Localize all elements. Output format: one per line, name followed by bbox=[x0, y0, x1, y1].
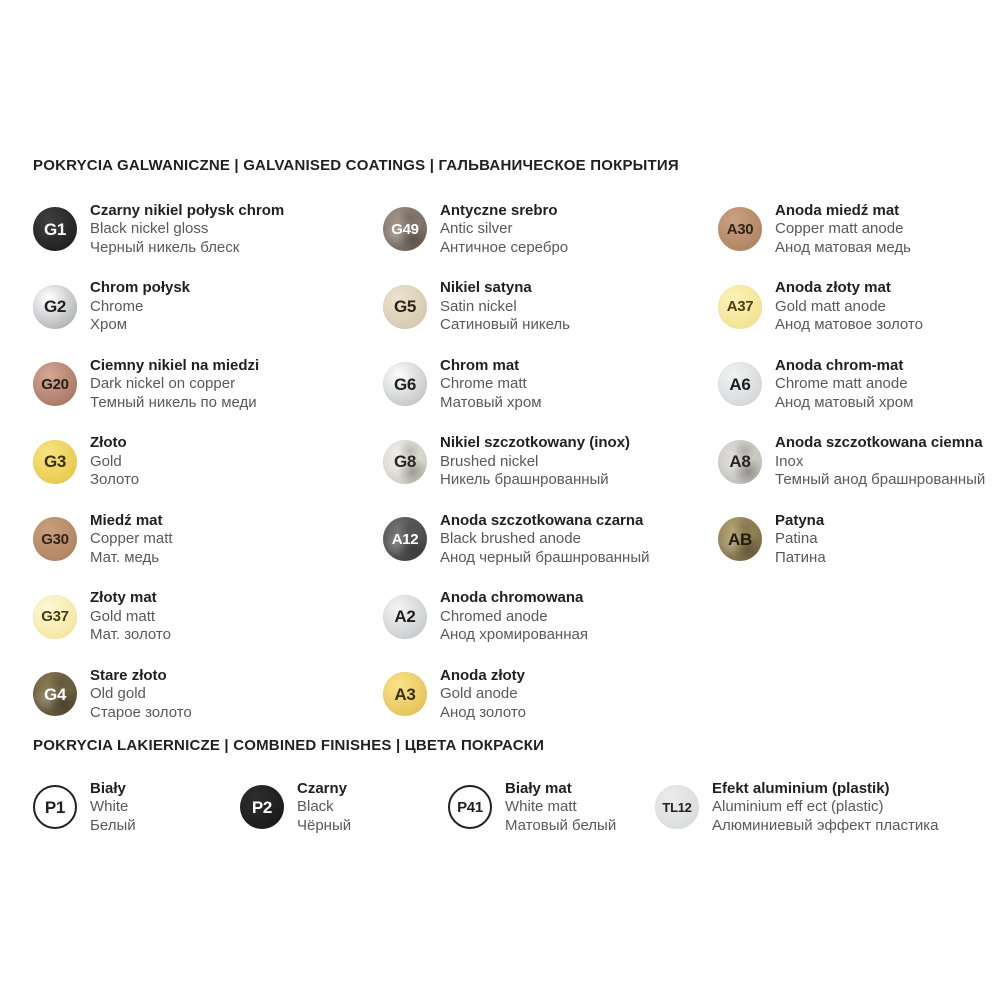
swatch-name-pl: Złoto bbox=[90, 434, 127, 451]
swatch-name-ru: Золото bbox=[90, 471, 140, 489]
swatch-name-en: Inox bbox=[775, 452, 804, 470]
swatch-text bbox=[440, 511, 649, 567]
swatch-code-label: AB bbox=[728, 529, 752, 549]
swatch-name-en: Gold matt bbox=[90, 607, 156, 625]
swatch-text bbox=[775, 356, 913, 412]
swatch-text bbox=[775, 434, 985, 490]
swatch-name-ru: Белый bbox=[90, 816, 136, 834]
swatch-name-pl: Efekt aluminium (plastik) bbox=[712, 779, 890, 797]
combined-finishes-row bbox=[0, 779, 1000, 869]
swatch-name-ru: Старое золото bbox=[90, 703, 192, 721]
swatch-name-pl: Anoda złoty bbox=[440, 666, 525, 684]
swatch-name-ru: Матовый белый bbox=[505, 816, 617, 834]
swatch-name-en: Aluminium eff ect (plastic) bbox=[712, 798, 884, 816]
swatch-name-ru: Хром bbox=[90, 316, 128, 334]
swatch-name-pl: Złoty mat bbox=[90, 589, 157, 606]
swatch-code-label: G37 bbox=[41, 608, 69, 625]
swatch-name-en: Antic silver bbox=[440, 220, 513, 238]
swatch-name-ru: Черный никель блеск bbox=[90, 238, 240, 256]
swatch-name-ru: Анод матовый хром bbox=[775, 393, 914, 411]
swatch-circle-a37 bbox=[718, 285, 762, 329]
swatch-code-label: TL12 bbox=[662, 799, 692, 815]
swatch-circle-g8 bbox=[383, 440, 427, 484]
swatch-circle-tl12 bbox=[655, 785, 699, 829]
swatch-item-g4 bbox=[33, 666, 284, 744]
swatch-item-a12 bbox=[383, 511, 649, 589]
swatch-text bbox=[90, 589, 171, 645]
swatch-text bbox=[90, 201, 284, 257]
swatch-name-ru: Патина bbox=[775, 548, 826, 566]
swatch-circle-ab bbox=[718, 517, 762, 561]
swatch-item-a2 bbox=[383, 589, 649, 667]
swatch-item-g30 bbox=[33, 511, 284, 589]
swatch-name-pl: Patyna bbox=[775, 511, 825, 529]
swatch-code-label: G3 bbox=[43, 452, 67, 471]
swatch-text bbox=[440, 279, 570, 335]
swatch-text bbox=[775, 279, 923, 335]
swatch-name-pl: Czarny bbox=[297, 779, 348, 797]
swatch-item-a6 bbox=[718, 356, 985, 434]
swatch-text bbox=[90, 356, 259, 412]
swatch-circle-g2 bbox=[33, 285, 77, 329]
swatch-circle-g3 bbox=[33, 440, 77, 484]
swatch-name-ru: Сатиновый никель bbox=[440, 316, 570, 334]
swatch-name-en: Black bbox=[297, 798, 334, 816]
swatch-code-label: P1 bbox=[44, 797, 66, 817]
swatch-name-ru: Мат. медь bbox=[90, 548, 160, 566]
swatch-item-p2 bbox=[240, 779, 351, 857]
swatch-name-ru: Анод золото bbox=[440, 703, 526, 721]
swatch-code-label: A2 bbox=[394, 607, 416, 626]
swatch-text bbox=[440, 434, 630, 490]
swatch-name-ru: Никель брашнрованный bbox=[440, 471, 609, 489]
swatch-text bbox=[297, 779, 351, 835]
swatch-text bbox=[775, 511, 826, 567]
swatch-name-en: Chrome bbox=[90, 297, 144, 315]
swatch-text bbox=[90, 779, 136, 835]
swatch-item-g3 bbox=[33, 434, 284, 512]
swatch-code-label: A8 bbox=[729, 452, 751, 471]
swatch-name-en: Chromed anode bbox=[440, 607, 548, 625]
swatch-name-ru: Темный никель по меди bbox=[90, 393, 257, 411]
swatch-text bbox=[712, 779, 938, 835]
swatch-name-pl: Chrom mat bbox=[440, 356, 520, 374]
swatch-name-en: Black brushed anode bbox=[440, 530, 581, 548]
swatch-item-g2 bbox=[33, 279, 284, 357]
swatch-name-ru: Темный анод брашнрованный bbox=[775, 471, 986, 489]
swatch-text bbox=[440, 666, 526, 722]
swatch-name-pl: Anoda miedź mat bbox=[775, 201, 900, 219]
swatch-code-label: A37 bbox=[726, 298, 754, 315]
swatch-name-pl: Anoda chromowana bbox=[440, 589, 584, 606]
swatch-item-g5 bbox=[383, 279, 649, 357]
swatch-name-en: Copper matt bbox=[90, 530, 173, 548]
swatch-name-ru: Чёрный bbox=[297, 816, 352, 834]
swatch-circle-g20 bbox=[33, 362, 77, 406]
swatch-name-en: Chrome matt anode bbox=[775, 375, 908, 393]
swatch-name-ru: Античное серебро bbox=[440, 238, 569, 256]
galvanised-column-2 bbox=[383, 201, 649, 744]
swatch-text bbox=[440, 356, 542, 412]
swatch-name-pl: Chrom połysk bbox=[90, 279, 191, 296]
swatch-circle-p2 bbox=[240, 785, 284, 829]
swatch-name-pl: Anoda złoty mat bbox=[775, 279, 891, 296]
swatch-name-ru: Мат. золото bbox=[90, 626, 171, 644]
swatch-name-pl: Miedź mat bbox=[90, 511, 163, 529]
swatch-item-p41 bbox=[448, 779, 616, 857]
swatch-name-pl: Biały bbox=[90, 779, 126, 797]
swatch-text bbox=[90, 666, 192, 722]
swatch-circle-a8 bbox=[718, 440, 762, 484]
swatch-circle-a12 bbox=[383, 517, 427, 561]
swatch-text bbox=[440, 201, 568, 257]
swatch-code-label: G6 bbox=[393, 374, 417, 394]
swatch-text bbox=[90, 279, 190, 335]
swatch-name-ru: Алюминиевый эффект пластика bbox=[712, 816, 939, 834]
swatch-item-g49 bbox=[383, 201, 649, 279]
swatch-code-label: P41 bbox=[457, 798, 483, 816]
swatch-code-label: G4 bbox=[43, 684, 67, 704]
swatch-name-ru: Анод матовая медь bbox=[775, 238, 911, 256]
swatch-name-en: Old gold bbox=[90, 685, 146, 703]
swatch-item-g20 bbox=[33, 356, 284, 434]
swatch-name-pl: Nikiel satyna bbox=[440, 279, 532, 296]
swatch-circle-g49 bbox=[383, 207, 427, 251]
swatch-circle-g5 bbox=[383, 285, 427, 329]
swatch-name-pl: Nikiel szczotkowany (inox) bbox=[440, 434, 631, 451]
swatch-item-g8 bbox=[383, 434, 649, 512]
section-title-galvanised-coatings: POKRYCIA GALWANICZNE | GALVANISED COATINGS | ГАЛЬВАНИЧЕСКОЕ ПОКРЫТИЯ bbox=[33, 157, 679, 174]
swatch-text bbox=[775, 201, 911, 257]
swatch-code-label: G1 bbox=[43, 219, 67, 239]
swatch-circle-a3 bbox=[383, 672, 427, 716]
swatch-circle-p41 bbox=[448, 785, 492, 829]
swatch-circle-g6 bbox=[383, 362, 427, 406]
swatch-code-label: A12 bbox=[391, 530, 419, 548]
swatch-item-g6 bbox=[383, 356, 649, 434]
swatch-item-ab bbox=[718, 511, 985, 589]
swatch-code-label: G5 bbox=[393, 297, 417, 316]
swatch-name-en: White matt bbox=[505, 798, 577, 816]
swatch-name-en: Gold anode bbox=[440, 685, 518, 703]
swatch-code-label: G2 bbox=[43, 297, 67, 316]
swatch-text bbox=[505, 779, 616, 835]
swatch-text bbox=[90, 511, 173, 567]
swatch-circle-a2 bbox=[383, 595, 427, 639]
swatch-item-a37 bbox=[718, 279, 985, 357]
swatch-name-ru: Анод черный брашнрованный bbox=[440, 548, 650, 566]
swatch-name-pl: Anoda chrom-mat bbox=[775, 356, 904, 374]
swatch-name-ru: Анод матовое золото bbox=[775, 316, 923, 334]
swatch-name-pl: Stare złoto bbox=[90, 666, 167, 684]
swatch-code-label: A6 bbox=[729, 374, 751, 394]
swatch-item-a3 bbox=[383, 666, 649, 744]
swatch-item-a8 bbox=[718, 434, 985, 512]
swatch-name-pl: Antyczne srebro bbox=[440, 201, 558, 219]
swatch-text bbox=[90, 434, 139, 490]
swatch-circle-g37 bbox=[33, 595, 77, 639]
galvanised-column-1 bbox=[33, 201, 284, 744]
swatch-name-pl: Anoda szczotkowana ciemna bbox=[775, 434, 983, 451]
swatch-code-label: G8 bbox=[393, 452, 417, 471]
swatch-code-label: G49 bbox=[391, 220, 419, 238]
swatch-item-g1 bbox=[33, 201, 284, 279]
swatch-name-pl: Czarny nikiel połysk chrom bbox=[90, 201, 285, 219]
swatch-name-en: Black nickel gloss bbox=[90, 220, 209, 238]
swatch-item-tl12 bbox=[655, 779, 938, 857]
swatch-code-label: P2 bbox=[251, 797, 273, 817]
swatch-name-pl: Biały mat bbox=[505, 779, 572, 797]
swatch-circle-g1 bbox=[33, 207, 77, 251]
swatch-name-en: Chrome matt bbox=[440, 375, 527, 393]
swatch-name-en: Dark nickel on copper bbox=[90, 375, 236, 393]
swatch-item-g37 bbox=[33, 589, 284, 667]
swatch-name-en: Gold bbox=[90, 452, 122, 470]
swatch-name-en: White bbox=[90, 798, 129, 816]
swatch-circle-p1 bbox=[33, 785, 77, 829]
swatch-circle-g4 bbox=[33, 672, 77, 716]
swatch-circle-a30 bbox=[718, 207, 762, 251]
swatch-name-en: Gold matt anode bbox=[775, 297, 886, 315]
swatch-name-ru: Анод хромированная bbox=[440, 626, 588, 644]
swatch-name-en: Patina bbox=[775, 530, 818, 548]
swatch-item-a30 bbox=[718, 201, 985, 279]
swatch-text bbox=[440, 589, 588, 645]
swatch-name-pl: Anoda szczotkowana czarna bbox=[440, 511, 644, 529]
swatch-name-en: Brushed nickel bbox=[440, 452, 539, 470]
swatch-item-p1 bbox=[33, 779, 136, 857]
section-title-combined-finishes: POKRYCIA LAKIERNICZE | COMBINED FINISHES | ЦВЕТА ПОКРАСКИ bbox=[33, 737, 545, 754]
swatch-code-label: G30 bbox=[41, 530, 69, 548]
swatch-code-label: A3 bbox=[394, 684, 416, 704]
swatch-name-pl: Ciemny nikiel na miedzi bbox=[90, 356, 260, 374]
swatch-name-en: Satin nickel bbox=[440, 297, 517, 315]
galvanised-column-3 bbox=[718, 201, 985, 589]
swatch-circle-g30 bbox=[33, 517, 77, 561]
swatch-code-label: G20 bbox=[41, 375, 69, 393]
swatch-name-ru: Матовый хром bbox=[440, 393, 542, 411]
swatch-circle-a6 bbox=[718, 362, 762, 406]
swatch-name-en: Copper matt anode bbox=[775, 220, 904, 238]
swatch-code-label: A30 bbox=[726, 220, 754, 238]
